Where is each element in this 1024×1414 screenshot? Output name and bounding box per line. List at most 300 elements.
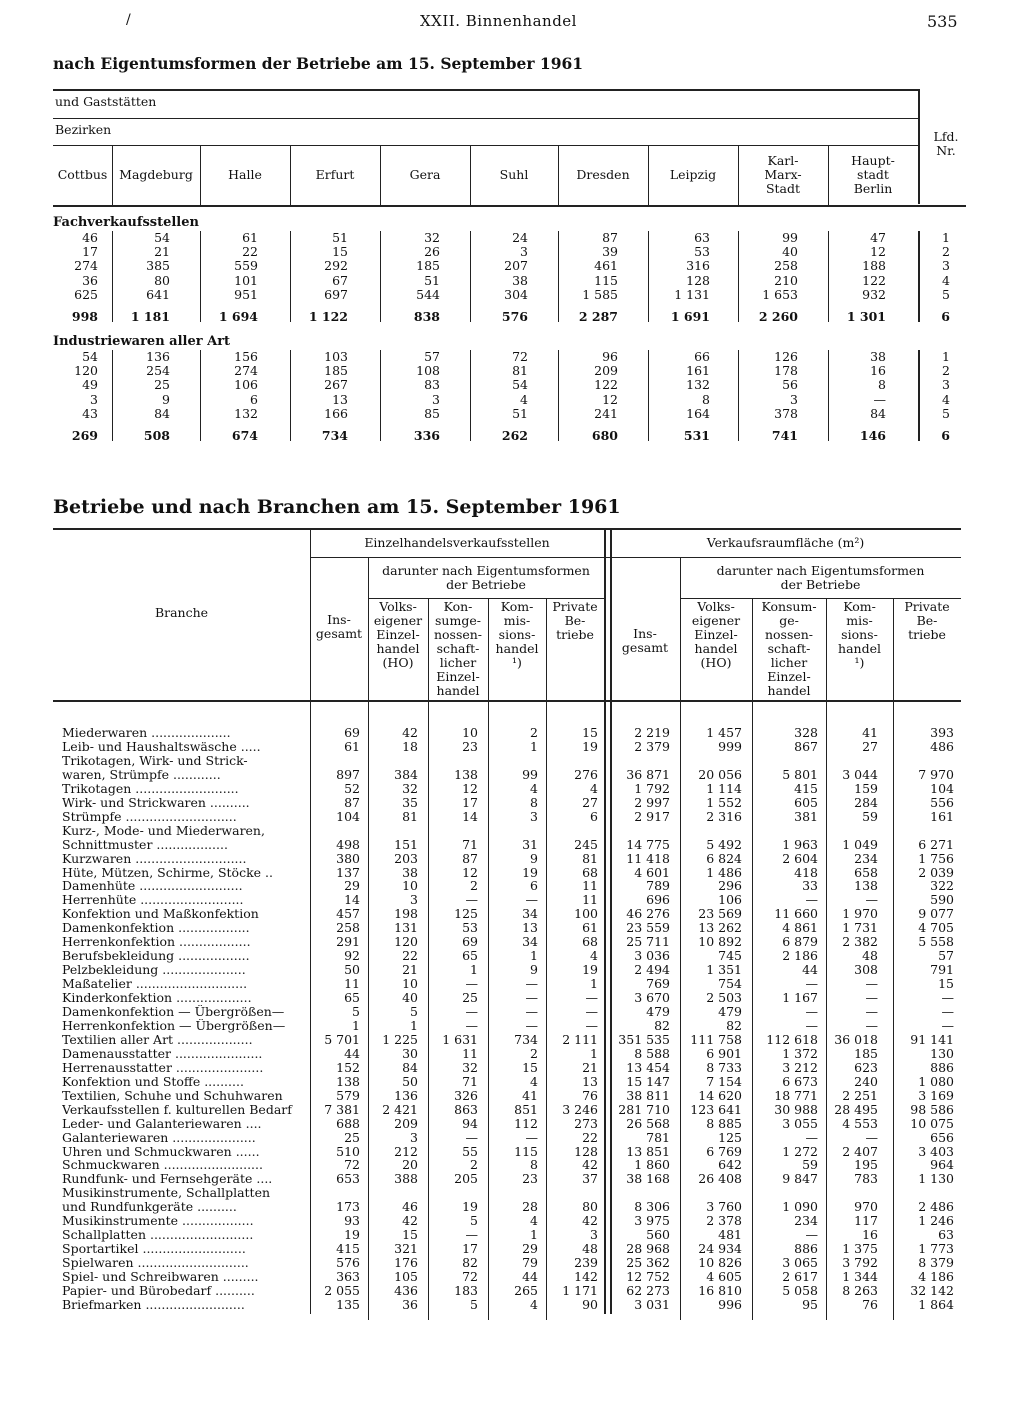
- total-cell: 1 691: [670, 309, 710, 324]
- table-cell: 5: [942, 286, 950, 302]
- table-cell: 36: [402, 1296, 418, 1312]
- table-cell: 57: [424, 349, 440, 364]
- table-cell: 783: [854, 1171, 878, 1187]
- table-cell: 1 773: [918, 1241, 954, 1257]
- table-cell: 59: [862, 808, 878, 824]
- table-cell: 4 861: [782, 920, 818, 936]
- table-row: [0, 1158, 1024, 1172]
- table-cell: 2 503: [706, 990, 742, 1006]
- table-cell: 82: [654, 1017, 670, 1033]
- table-cell: 658: [854, 864, 878, 880]
- table-cell: 234: [854, 850, 878, 866]
- table-cell: 1 167: [782, 990, 818, 1006]
- row-label: Hüte, Mützen, Schirme, Stöcke ..: [62, 865, 273, 880]
- row-label: Textilien aller Art ...................: [62, 1032, 253, 1047]
- table-cell: 212: [394, 1143, 418, 1159]
- table-cell: —: [805, 1227, 818, 1243]
- column-divider: [738, 350, 739, 441]
- table-cell: 44: [344, 1045, 360, 1061]
- table-cell: 1 130: [918, 1171, 954, 1187]
- table-cell: 72: [344, 1157, 360, 1173]
- table-cell: 65: [462, 948, 478, 964]
- row-label: Galanteriewaren .....................: [62, 1130, 256, 1145]
- table-cell: 2: [942, 363, 950, 379]
- table-cell: 292: [324, 258, 348, 274]
- table-cell: 21: [402, 962, 418, 978]
- table-cell: 128: [574, 1143, 598, 1159]
- table-cell: 38: [512, 272, 528, 288]
- table-cell: 486: [930, 738, 954, 754]
- table-cell: 62 273: [626, 1283, 670, 1298]
- table-cell: 16: [870, 363, 886, 379]
- table-cell: 27: [582, 794, 598, 810]
- table-cell: 6 271: [918, 836, 954, 852]
- table-cell: 166: [324, 405, 348, 421]
- table-cell: 13: [522, 920, 538, 936]
- table-cell: 30: [402, 1045, 418, 1061]
- table-cell: 3 036: [634, 948, 670, 964]
- table-cell: 2 251: [842, 1087, 878, 1103]
- table-cell: 1 225: [382, 1031, 418, 1047]
- table-cell: 7 970: [918, 766, 954, 782]
- table-cell: 3: [590, 1227, 598, 1243]
- column-divider: [470, 350, 471, 441]
- subcolumn-header: Kom- mis- sions- handel ¹): [838, 599, 881, 670]
- group-header: Verkaufsraumfläche (m²): [706, 535, 865, 550]
- table-row: [0, 1228, 1024, 1242]
- table-cell: 378: [774, 405, 798, 421]
- table-cell: 22: [582, 1129, 598, 1145]
- table-cell: 25 711: [626, 934, 670, 950]
- table-cell: 106: [234, 377, 258, 393]
- table-cell: 240: [854, 1073, 878, 1089]
- table-cell: 2: [530, 1045, 538, 1061]
- table-cell: 1 552: [706, 794, 742, 810]
- row-label: Kinderkonfektion ...................: [62, 991, 252, 1006]
- table-cell: 1 457: [706, 725, 742, 740]
- table-cell: 209: [394, 1115, 418, 1131]
- total-cell: 674: [231, 428, 258, 443]
- table-cell: 15: [522, 1059, 538, 1075]
- table-row: [0, 1284, 1024, 1298]
- row-label: Schnittmuster ..................: [62, 837, 228, 852]
- table-row: [0, 726, 1024, 740]
- total-cell: 680: [591, 428, 618, 443]
- table-cell: 18 771: [774, 1087, 818, 1103]
- column-divider: [828, 146, 829, 205]
- row-label: Strümpfe ............................: [62, 809, 237, 824]
- row-label: Berufsbekleidung ..................: [62, 949, 250, 964]
- table-cell: 11 418: [626, 850, 670, 866]
- row-label: Textilien, Schuhe und Schuhwaren: [62, 1088, 283, 1103]
- table-cell: 6 901: [706, 1045, 742, 1061]
- table-cell: 234: [794, 1213, 818, 1229]
- rule-header-bottom: [53, 700, 961, 702]
- table-cell: 38 811: [626, 1087, 670, 1103]
- table-cell: 436: [394, 1283, 418, 1298]
- table-cell: 579: [336, 1087, 360, 1103]
- table-row: [0, 921, 1024, 935]
- table-cell: 457: [336, 906, 360, 922]
- table-cell: 20 056: [698, 766, 742, 782]
- table-cell: 1: [530, 1227, 538, 1243]
- table-cell: 27: [862, 738, 878, 754]
- total-cell: 6: [941, 309, 950, 324]
- row-label: Papier- und Bürobedarf ..........: [62, 1284, 255, 1298]
- table-cell: 1 486: [706, 864, 742, 880]
- column-divider: [648, 350, 649, 441]
- table-cell: 308: [854, 962, 878, 978]
- table-cell: 138: [336, 1073, 360, 1089]
- table-cell: 4 705: [918, 920, 954, 936]
- table-cell: 105: [394, 1269, 418, 1285]
- table-cell: 115: [594, 272, 618, 288]
- table-cell: 53: [694, 244, 710, 260]
- table-cell: 273: [574, 1115, 598, 1131]
- table-cell: 137: [336, 864, 360, 880]
- table-cell: 418: [794, 864, 818, 880]
- table-cell: 203: [394, 850, 418, 866]
- table-cell: 48: [582, 1241, 598, 1257]
- table-cell: 68: [582, 934, 598, 950]
- branche-label: Branche: [154, 605, 209, 620]
- rule-header-bottom: [53, 205, 966, 207]
- table-cell: 44: [802, 962, 818, 978]
- table-cell: 6 824: [706, 850, 742, 866]
- table-cell: 29: [522, 1241, 538, 1257]
- table-cell: —: [805, 1004, 818, 1019]
- column-header: Dresden: [576, 167, 630, 182]
- table-cell: 2 055: [324, 1283, 360, 1298]
- table-cell: 258: [774, 258, 798, 274]
- column-header: Gera: [409, 167, 441, 182]
- table-cell: 8 306: [634, 1199, 670, 1215]
- table-cell: 32: [424, 230, 440, 245]
- table-cell: 2 382: [842, 934, 878, 950]
- total-cell: 998: [71, 309, 98, 324]
- table-row: [0, 1214, 1024, 1228]
- table-cell: 3 403: [918, 1143, 954, 1159]
- table-cell: 1 970: [842, 906, 878, 922]
- table-cell: 393: [930, 725, 954, 740]
- row-label: Trikotagen, Wirk- und Strick-: [62, 753, 248, 768]
- table-cell: 16 810: [698, 1283, 742, 1298]
- table-cell: 8 379: [918, 1255, 954, 1271]
- table-row: [0, 1256, 1024, 1270]
- table-cell: 198: [394, 906, 418, 922]
- column-divider: [290, 146, 291, 205]
- table-cell: 112 618: [766, 1031, 818, 1047]
- column-divider: [648, 231, 649, 322]
- table-cell: 745: [718, 948, 742, 964]
- row-label: Damenausstatter ......................: [62, 1046, 263, 1061]
- table-cell: 42: [402, 725, 418, 740]
- table-cell: 754: [718, 976, 742, 992]
- table-cell: 510: [336, 1143, 360, 1159]
- table-cell: 135: [336, 1296, 360, 1312]
- row-label: Herrenausstatter ......................: [62, 1060, 264, 1075]
- table-cell: 40: [402, 990, 418, 1006]
- table-cell: 9 847: [782, 1171, 818, 1187]
- table-cell: 138: [854, 878, 878, 894]
- table-cell: 54: [82, 349, 98, 364]
- table-cell: —: [525, 1004, 538, 1019]
- table-cell: 1 375: [842, 1241, 878, 1257]
- total-cell: 1 694: [218, 309, 258, 324]
- table-cell: 152: [336, 1059, 360, 1075]
- row-label: Sportartikel ..........................: [62, 1242, 246, 1257]
- total-cell: 531: [683, 428, 710, 443]
- table-cell: 789: [646, 878, 670, 894]
- table-cell: 25: [462, 990, 478, 1006]
- table-row: [0, 1117, 1024, 1131]
- table-cell: 16: [862, 1227, 878, 1243]
- table-cell: 1 344: [842, 1269, 878, 1285]
- table-cell: —: [865, 1017, 878, 1033]
- table-cell: 122: [862, 272, 886, 288]
- table-cell: 120: [394, 934, 418, 950]
- table-cell: 1: [530, 948, 538, 964]
- table-cell: —: [805, 1017, 818, 1033]
- rule-lfd-sep: [918, 89, 920, 204]
- table-cell: 46 276: [626, 906, 670, 922]
- table-cell: 2: [470, 1157, 478, 1173]
- table-cell: 291: [336, 934, 360, 950]
- table-cell: 274: [74, 258, 98, 274]
- table-cell: 897: [336, 766, 360, 782]
- table-cell: 642: [718, 1157, 742, 1173]
- table-cell: 120: [74, 363, 98, 379]
- table-cell: 653: [336, 1171, 360, 1187]
- total-cell: 6: [941, 428, 950, 443]
- table-cell: 43: [82, 405, 98, 421]
- table-cell: 1 731: [842, 920, 878, 936]
- table-cell: 3 055: [782, 1115, 818, 1131]
- table-cell: 56: [782, 377, 798, 393]
- table-cell: 98 586: [910, 1101, 954, 1117]
- row-label: Trikotagen ..........................: [62, 781, 239, 796]
- table-cell: 576: [336, 1255, 360, 1271]
- table-cell: —: [525, 1129, 538, 1145]
- column-divider: [112, 350, 113, 441]
- table-row: [0, 838, 1024, 852]
- table-row: [0, 1103, 1024, 1117]
- column-divider: [470, 231, 471, 322]
- table-cell: 6: [250, 391, 258, 407]
- table-cell: 14 775: [626, 836, 670, 852]
- table-cell: 104: [930, 780, 954, 796]
- subcolumn-header: Private Be- triebe: [552, 599, 598, 642]
- table-row: [0, 1172, 1024, 1186]
- table-cell: —: [465, 1017, 478, 1033]
- table-cell: 20: [402, 1157, 418, 1173]
- table-cell: 185: [324, 363, 348, 379]
- table-cell: 28 968: [626, 1241, 670, 1257]
- table-cell: 142: [574, 1269, 598, 1285]
- table-cell: 1: [530, 738, 538, 754]
- table-cell: 71: [462, 836, 478, 852]
- table-cell: 81: [512, 363, 528, 379]
- table-cell: 15: [938, 976, 954, 992]
- total-cell: 1 181: [130, 309, 170, 324]
- rule-bezirk: [53, 145, 918, 146]
- table-cell: 3: [790, 391, 798, 407]
- column-divider: [738, 146, 739, 205]
- table-cell: 38: [870, 349, 886, 364]
- table-cell: 106: [718, 892, 742, 908]
- table-cell: 156: [234, 349, 258, 364]
- table-cell: 18: [402, 738, 418, 754]
- table-cell: 10: [402, 976, 418, 992]
- table-cell: 25: [344, 1129, 360, 1145]
- table-cell: 26 568: [626, 1115, 670, 1131]
- table-cell: 2 421: [382, 1101, 418, 1117]
- table-cell: 183: [454, 1283, 478, 1298]
- table-cell: 970: [854, 1199, 878, 1215]
- table-cell: 32: [462, 1059, 478, 1075]
- table-cell: 12: [602, 391, 618, 407]
- table-cell: 13 851: [626, 1143, 670, 1159]
- table-cell: 1 585: [582, 286, 618, 302]
- table-cell: 1: [942, 349, 950, 364]
- lfd-label: Lfd. Nr.: [933, 129, 959, 158]
- table-row: [0, 963, 1024, 977]
- table-cell: 23 569: [698, 906, 742, 922]
- table-cell: 7 154: [706, 1073, 742, 1089]
- table-cell: 178: [774, 363, 798, 379]
- table-row: [0, 866, 1024, 880]
- table-cell: 996: [718, 1296, 742, 1312]
- table-cell: 11: [582, 892, 598, 908]
- table-cell: 101: [234, 272, 258, 288]
- table-cell: 44: [522, 1269, 538, 1285]
- table-row: [0, 796, 1024, 810]
- table-cell: 4: [530, 780, 538, 796]
- row-label: Spiel- und Schreibwaren .........: [62, 1270, 259, 1285]
- table-cell: 12: [462, 864, 478, 880]
- table-cell: 185: [416, 258, 440, 274]
- table-cell: 36 018: [834, 1031, 878, 1047]
- table-cell: 22: [402, 948, 418, 964]
- table-cell: 36: [82, 272, 98, 288]
- table1-title: nach Eigentumsformen der Betriebe am 15. September 1961: [53, 54, 584, 73]
- table-cell: 3: [520, 244, 528, 260]
- table-cell: 964: [930, 1157, 954, 1173]
- table-cell: 1 653: [762, 286, 798, 302]
- row-label: Briefmarken .........................: [62, 1297, 245, 1312]
- section-title: Industriewaren aller Art: [53, 334, 231, 349]
- table-cell: 1 351: [706, 962, 742, 978]
- table-cell: 2 219: [634, 725, 670, 740]
- rule-top: [53, 528, 961, 530]
- table-cell: 164: [686, 405, 710, 421]
- table-cell: 281 710: [618, 1101, 670, 1117]
- table-cell: 284: [854, 794, 878, 810]
- table-cell: 173: [336, 1199, 360, 1215]
- table-row: [0, 1089, 1024, 1103]
- table-row: [0, 1200, 1024, 1214]
- table-cell: 28 495: [834, 1101, 878, 1117]
- table-row: [0, 1005, 1024, 1019]
- column-divider: [828, 231, 829, 322]
- table-cell: 99: [782, 230, 798, 245]
- table-cell: 24 934: [698, 1241, 742, 1257]
- subgroup-header: darunter nach Eigentumsformen der Betriebe: [382, 563, 590, 592]
- table-cell: 1 049: [842, 836, 878, 852]
- table-cell: 5: [352, 1004, 360, 1019]
- table-row: [0, 935, 1024, 949]
- insgesamt-header: Ins- gesamt: [621, 626, 669, 655]
- table-cell: 544: [416, 286, 440, 302]
- row-label: Rundfunk- und Fernsehgeräte ....: [62, 1172, 273, 1187]
- table-cell: 69: [462, 934, 478, 950]
- table-cell: 8: [702, 391, 710, 407]
- table-cell: 316: [686, 258, 710, 274]
- column-divider: [290, 231, 291, 322]
- table-cell: 697: [324, 286, 348, 302]
- table-cell: —: [465, 1129, 478, 1145]
- table-cell: 83: [424, 377, 440, 393]
- table-cell: 4: [530, 1213, 538, 1229]
- table-row: [0, 740, 1024, 754]
- column-divider: [200, 146, 201, 205]
- table-cell: 4 605: [706, 1269, 742, 1285]
- table2-title: Betriebe und nach Branchen am 15. September 1961: [53, 496, 621, 518]
- table-cell: 34: [522, 906, 538, 922]
- table-cell: 8 885: [706, 1115, 742, 1131]
- table-cell: 8 733: [706, 1059, 742, 1075]
- table-cell: 47: [870, 230, 886, 245]
- table-cell: 6 673: [782, 1073, 818, 1089]
- table-cell: 122: [594, 377, 618, 393]
- table-cell: 61: [582, 920, 598, 936]
- table-row: [0, 1033, 1024, 1047]
- row-label: waren, Strümpfe ............: [62, 767, 221, 782]
- subcolumn-header: Volks- eigener Einzel- handel (HO): [373, 599, 423, 670]
- table-cell: 136: [394, 1087, 418, 1103]
- table-cell: 59: [802, 1157, 818, 1173]
- table-cell: 55: [462, 1143, 478, 1159]
- subcolumn-header: Konsum- ge- nossen- schaft- licher Einzel- handel: [761, 599, 817, 698]
- table-row: [0, 1019, 1024, 1033]
- table-cell: 94: [462, 1115, 478, 1131]
- table-cell: —: [465, 976, 478, 992]
- table-row: [0, 768, 1024, 782]
- row-label: Musikinstrumente, Schallplatten: [62, 1186, 271, 1201]
- column-header: Magdeburg: [119, 167, 193, 182]
- table-cell: 999: [718, 738, 742, 754]
- table-cell: 123 641: [690, 1101, 742, 1117]
- table-cell: 2 407: [842, 1143, 878, 1159]
- table-cell: 328: [794, 725, 818, 740]
- table-cell: 13 454: [626, 1059, 670, 1075]
- table-cell: 76: [582, 1087, 598, 1103]
- table-cell: 136: [146, 349, 170, 364]
- table-row: [0, 879, 1024, 893]
- row-label: Wirk- und Strickwaren ..........: [62, 795, 250, 810]
- table-cell: 15: [332, 244, 348, 260]
- insgesamt-header: Ins- gesamt: [315, 612, 363, 641]
- table-cell: 932: [862, 286, 886, 302]
- table-cell: 132: [686, 377, 710, 393]
- table-cell: 5: [410, 1004, 418, 1019]
- row-label: Miederwaren ....................: [62, 726, 231, 740]
- table-cell: 2: [470, 878, 478, 894]
- column-header: Halle: [228, 167, 262, 182]
- table-cell: 32 142: [910, 1283, 954, 1298]
- table-cell: 4: [590, 780, 598, 796]
- column-divider: [112, 231, 113, 322]
